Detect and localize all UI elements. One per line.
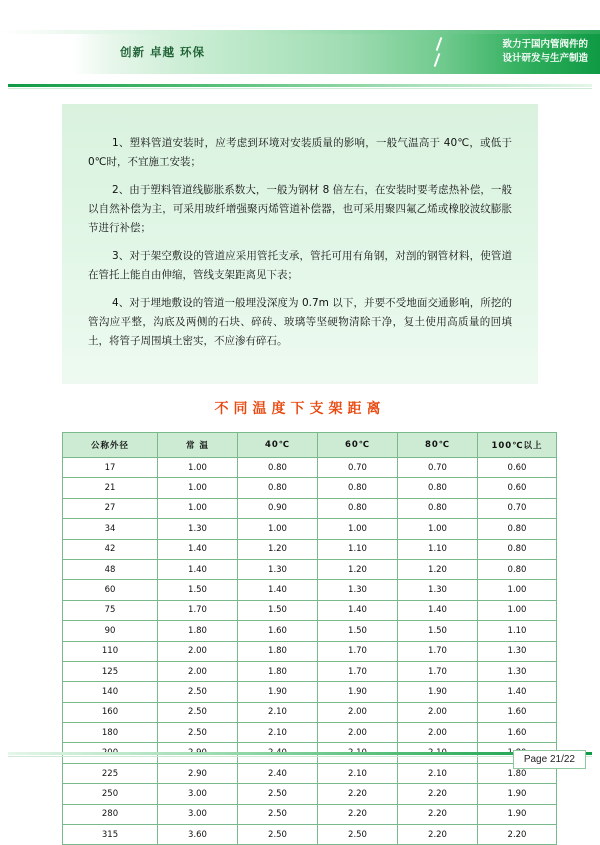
table-cell: 1.40 (398, 600, 478, 620)
footer-divider (8, 752, 592, 755)
table-row (63, 784, 557, 804)
page-header (0, 0, 600, 90)
table-cell: 1.80 (238, 661, 318, 681)
table-cell: 1.20 (398, 559, 478, 579)
table-cell: 280 (63, 804, 158, 824)
note-paragraph-1: 1、塑料管道安装时，应考虑到环境对安装质量的影响，一般气温高于 40℃，或低于 0℃时，不宜施工安装； (88, 137, 512, 168)
table (62, 432, 557, 845)
table-cell: 1.80 (478, 763, 557, 783)
table-cell: 125 (63, 661, 158, 681)
page-number-badge: Page 21/22 (513, 750, 586, 769)
table-cell: 2.20 (318, 804, 398, 824)
table-cell: 110 (63, 641, 158, 661)
table-cell: 1.40 (318, 600, 398, 620)
table-cell: 1.30 (398, 580, 478, 600)
table-cell: 1.00 (238, 519, 318, 539)
table-cell: 1.60 (478, 702, 557, 722)
table-cell: 1.10 (478, 621, 557, 641)
table-cell: 2.10 (318, 763, 398, 783)
table-cell: 0.80 (238, 458, 318, 478)
table-cell: 1.10 (318, 539, 398, 559)
table-row (63, 682, 557, 702)
table-row (63, 641, 557, 661)
table-cell: 160 (63, 702, 158, 722)
table-cell: 315 (63, 825, 158, 845)
table-cell: 1.00 (158, 498, 238, 518)
table-cell: 1.70 (318, 661, 398, 681)
table-cell: 1.50 (318, 621, 398, 641)
table-head (63, 433, 557, 458)
table-header-row (63, 433, 557, 458)
table-cell: 1.30 (318, 580, 398, 600)
note-paragraph-3: 3、对于架空敷设的管道应采用管托支承，管托可用有角钢，对剖的钢管材料，使管道在管托上能自由伸缩，管线支架距离见下表； (88, 250, 512, 281)
table-cell: 1.90 (478, 784, 557, 804)
table-cell: 2.20 (398, 784, 478, 804)
table-cell: 1.90 (478, 804, 557, 824)
table-cell: 225 (63, 763, 158, 783)
table-cell: 1.30 (238, 559, 318, 579)
notes-panel (62, 104, 538, 384)
table-cell: 1.70 (398, 661, 478, 681)
table-cell: 0.60 (478, 458, 557, 478)
header-slogan-right (502, 38, 588, 66)
table-cell: 1.40 (478, 682, 557, 702)
table-cell: 3.00 (158, 804, 238, 824)
table-cell: 3.60 (158, 825, 238, 845)
table-cell: 1.00 (398, 519, 478, 539)
table-cell: 0.60 (478, 478, 557, 498)
table-cell: 1.50 (238, 600, 318, 620)
table-cell: 1.00 (318, 519, 398, 539)
table-cell: 1.30 (478, 661, 557, 681)
table-col-header: 80℃ (398, 433, 478, 458)
table-cell: 2.50 (318, 825, 398, 845)
table-cell: 0.80 (238, 478, 318, 498)
table-cell: 1.60 (478, 723, 557, 743)
table-cell: 0.80 (398, 498, 478, 518)
table-cell: 34 (63, 519, 158, 539)
table-row (63, 702, 557, 722)
table-row (63, 723, 557, 743)
table-row (63, 519, 557, 539)
table-cell: 2.90 (158, 763, 238, 783)
table-col-header: 40℃ (238, 433, 318, 458)
table-cell: 0.80 (478, 519, 557, 539)
table-cell: 0.80 (398, 478, 478, 498)
table-cell: 0.70 (318, 458, 398, 478)
table-cell: 17 (63, 458, 158, 478)
table-cell: 180 (63, 723, 158, 743)
table-cell: 1.60 (238, 621, 318, 641)
table-cell: 1.40 (238, 580, 318, 600)
table-col-header: 公称外径 (63, 433, 158, 458)
table-cell: 2.00 (158, 661, 238, 681)
note-paragraph-4: 4、对于埋地敷设的管道一般埋没深度为 0.7m 以下，并要不受地面交通影响，所挖的管沟应平整，沟底及两侧的石块、碎砖、玻璃等坚硬物清除干净，复土使用高质量的回填土，将管子周围填土密实，不应渗有碎石。 (88, 297, 512, 347)
table-cell: 2.10 (398, 763, 478, 783)
table-cell: 1.00 (478, 580, 557, 600)
table-cell: 250 (63, 784, 158, 804)
table-row (63, 559, 557, 579)
table-cell: 1.90 (318, 682, 398, 702)
table-cell: 1.40 (158, 559, 238, 579)
table-cell: 1.80 (158, 621, 238, 641)
header-slogan-right-line1: 致力于国内管阀件的 (502, 39, 588, 50)
support-distance-table (62, 432, 543, 845)
table-cell: 2.40 (238, 763, 318, 783)
table-cell: 1.20 (318, 559, 398, 579)
header-slogan-left: 创新 卓越 环保 (120, 45, 206, 59)
table-body (63, 458, 557, 845)
table-cell: 1.30 (478, 641, 557, 661)
footer-divider-thin (8, 756, 592, 757)
table-row (63, 600, 557, 620)
table-cell: 2.20 (398, 825, 478, 845)
table-cell: 2.50 (238, 804, 318, 824)
table-cell: 0.80 (318, 498, 398, 518)
table-cell: 21 (63, 478, 158, 498)
table-col-header: 100℃以上 (478, 433, 557, 458)
table-row (63, 763, 557, 783)
table-cell: 2.50 (238, 825, 318, 845)
table-cell: 2.20 (398, 804, 478, 824)
table-cell: 1.80 (238, 641, 318, 661)
table-row (63, 621, 557, 641)
table-cell: 1.00 (478, 600, 557, 620)
table-cell: 2.10 (238, 702, 318, 722)
table-cell: 2.00 (318, 723, 398, 743)
table-cell: 2.50 (158, 682, 238, 702)
table-cell: 1.50 (158, 580, 238, 600)
table-cell: 2.50 (158, 723, 238, 743)
header-divider-thin (8, 88, 592, 89)
header-slogan-right-line2: 设计研发与生产制造 (502, 53, 588, 64)
table-row (63, 825, 557, 845)
table-col-header: 60℃ (318, 433, 398, 458)
table-cell: 0.70 (478, 498, 557, 518)
table-cell: 1.70 (318, 641, 398, 661)
table-cell: 2.10 (238, 723, 318, 743)
table-cell: 0.80 (478, 559, 557, 579)
table-cell: 0.80 (318, 478, 398, 498)
table-title: 不同温度下支架距离 (214, 401, 386, 417)
table-cell: 2.00 (398, 723, 478, 743)
table-cell: 75 (63, 600, 158, 620)
table-cell: 2.20 (478, 825, 557, 845)
table-row (63, 804, 557, 824)
table-cell: 1.30 (158, 519, 238, 539)
table-cell: 0.80 (478, 539, 557, 559)
table-row (63, 498, 557, 518)
table-row (63, 539, 557, 559)
table-cell: 1.50 (398, 621, 478, 641)
table-cell: 1.00 (158, 478, 238, 498)
table-cell: 2.00 (158, 641, 238, 661)
table-cell: 1.70 (398, 641, 478, 661)
table-row (63, 661, 557, 681)
table-cell: 27 (63, 498, 158, 518)
table-row (63, 580, 557, 600)
table-cell: 1.90 (238, 682, 318, 702)
table-cell: 0.70 (398, 458, 478, 478)
table-cell: 2.00 (318, 702, 398, 722)
table-cell: 3.00 (158, 784, 238, 804)
table-cell: 2.50 (158, 702, 238, 722)
table-row (63, 458, 557, 478)
table-cell: 2.50 (238, 784, 318, 804)
table-cell: 1.90 (398, 682, 478, 702)
table-col-header: 常 温 (158, 433, 238, 458)
table-cell: 1.70 (158, 600, 238, 620)
note-paragraph-2: 2、由于塑料管道线膨胀系数大，一般为钢材 8 倍左右，在安装时要考虑热补偿，一般以自然补偿为主，可采用玻纤增强聚丙烯管道补偿器，也可采用聚四氟乙烯或橡胶波纹膨胀节进行补偿； (88, 184, 512, 234)
table-cell: 1.10 (398, 539, 478, 559)
table-cell: 140 (63, 682, 158, 702)
table-cell: 0.90 (238, 498, 318, 518)
table-cell: 1.00 (158, 458, 238, 478)
table-cell: 1.20 (238, 539, 318, 559)
table-cell: 2.00 (398, 702, 478, 722)
table-cell: 48 (63, 559, 158, 579)
table-cell: 90 (63, 621, 158, 641)
table-cell: 1.40 (158, 539, 238, 559)
table-cell: 2.20 (318, 784, 398, 804)
table-row (63, 478, 557, 498)
table-cell: 42 (63, 539, 158, 559)
slash-decoration-icon (430, 36, 450, 70)
header-divider (8, 84, 592, 87)
table-cell: 60 (63, 580, 158, 600)
